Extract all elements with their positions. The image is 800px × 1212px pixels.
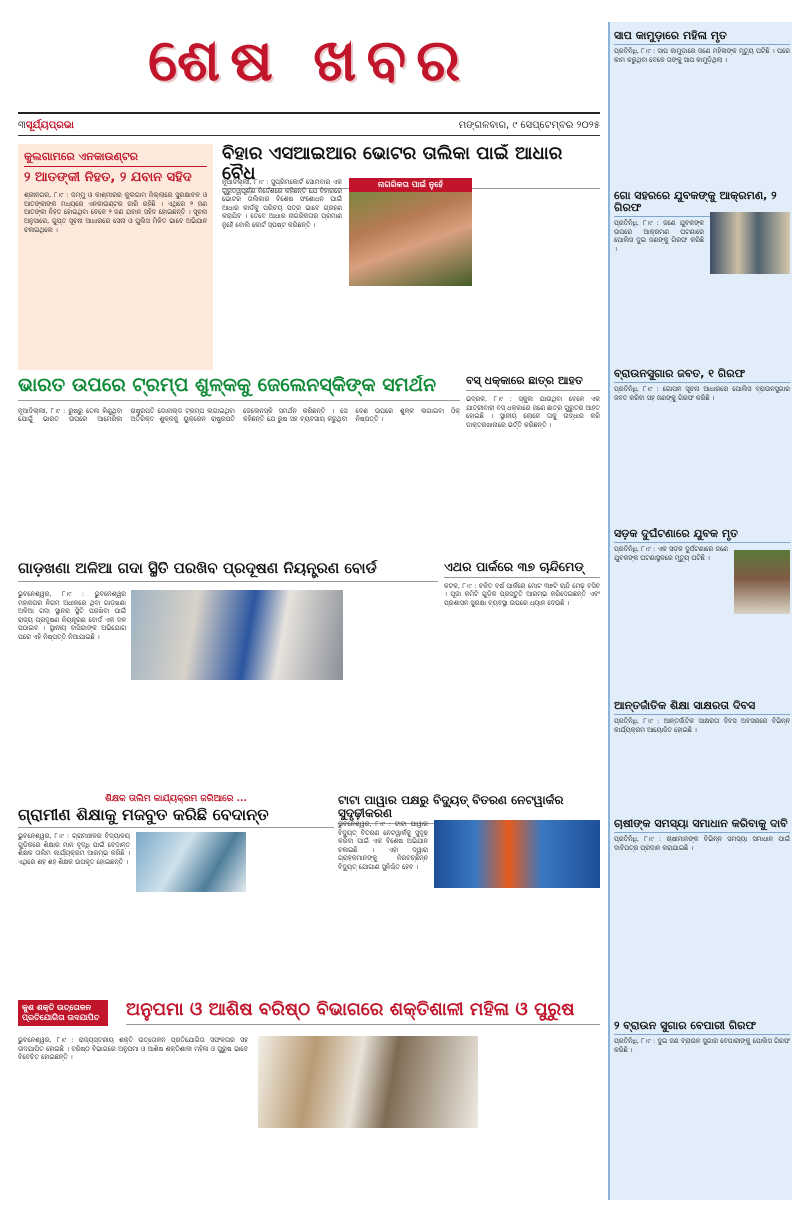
story-photo bbox=[434, 820, 600, 888]
sidebar-headline: ସଡ଼କ ଦୁର୍ଘଟଣାରେ ଯୁବକ ମୃତ bbox=[614, 528, 790, 543]
story-body: ଶ୍ରୀନଗର, ୮।୯ : ଜମ୍ମୁ ଓ କାଶ୍ମୀରର କୁଲଗାମ ଜିଲ୍ଲାରେ ସୁରକ୍ଷାବଳ ଓ ଆତଙ୍କୀଙ୍କ ମଧ୍ୟରେ ଏନକାଉଣ୍ଟର ଜାରି ରହିଛି । ଏଥିରେ ୨ ଜଣ ଆତଙ୍କୀ ନିହତ ହୋଇଥିବା ବେଳେ ୨ ଜଣ ଯବାନ ସହିଦ ହୋଇଛନ୍ତି । ସୂଚନା ଅନୁସାରେ, ଗୁପ୍ତ ସୂଚନା ଆଧାରରେ ସେନା ଓ ପୁଲିସ ମିଳିତ ଭାବେ ଅଭିଯାନ ଚଳାଇଥିଲେ । bbox=[24, 191, 207, 234]
masthead-info-bar bbox=[18, 116, 600, 136]
sidebar-headline: ଚାଷୀଙ୍କ ସମସ୍ୟା ସମାଧାନ କରିବାକୁ ଦାବି bbox=[614, 818, 790, 833]
sidebar-story bbox=[614, 30, 790, 184]
story-headline: ଗ୍ରାମୀଣ ଶିକ୍ଷାକୁ ମଜବୁତ କରିଛି ବେଦାନ୍ତ bbox=[18, 806, 334, 828]
story-photo bbox=[136, 832, 246, 892]
story-headline: ଅନୁପମା ଓ ଆଶିଷ ବରିଷ୍ଠ ବିଭାଗରେ ଶକ୍ତିଶାଳୀ ମହିଳା ଓ ପୁରୁଷ bbox=[126, 1000, 600, 1025]
story-photo bbox=[349, 178, 472, 286]
story-body: ଭୁବନେଶ୍ୱର, ୮।୯ : ଗ୍ରାମାଞ୍ଚଳର ବିଦ୍ୟାଳୟ ଗୁଡ଼ିକରେ ଶିକ୍ଷାର ମାନ ବୃଦ୍ଧି ପାଇଁ ବେଦାନ୍ତ ଶିକ୍ଷକ ତାଲିମ କାର୍ଯ୍ୟକ୍ରମ ଆରମ୍ଭ କରିଛି । ଏଥିରେ ଶହ ଶହ ଶିକ୍ଷକ ଉପକୃତ ହୋଇଛନ୍ତି । bbox=[18, 832, 130, 866]
sidebar-headline: ଆନ୍ତର୍ଜାତିକ ଶିକ୍ଷା ସାକ୍ଷରତା ଦିବସ bbox=[614, 700, 790, 715]
story-body: ଭୁବନେଶ୍ୱର, ୮।୯ : ଟାଟା ପାୱାର ବିଦ୍ୟୁତ୍ ବିତରଣ ନେଟୱାର୍କକୁ ସୁଦୃଢ଼ କରିବା ପାଇଁ ଏକ ବିଶେଷ ଅଭିଯାନ ଚଳାଇଛି । ଏହା ଦ୍ୱାରା ଗ୍ରାହକମାନଙ୍କୁ ନିରବଚ୍ଛିନ୍ନ ବିଦ୍ୟୁତ୍ ଯୋଗାଣ ସୁନିଶ୍ଚିତ ହେବ । bbox=[338, 820, 428, 871]
story-body: କଟକ, ୮।୯ : ଚଳିତ ବର୍ଷ ପାର୍କରେ ମୋଟ ୩୭ଟି ଚାନ୍ଦି ମେଢ଼ ବସିବ । ପୂଜା କମିଟି ଗୁଡ଼ିକ ପ୍ରସ୍ତୁତି ଆରମ୍ଭ କରିଦେଇଛନ୍ତି ଏବଂ ପ୍ରଶାସନ ସୁରକ୍ଷା ବ୍ୟବସ୍ଥା ଉପରେ ଧ୍ୟାନ ଦେଉଛି । bbox=[444, 581, 600, 607]
story-kicker: କୁଲଗାମରେ ଏନକାଉଣ୍ଟର bbox=[24, 150, 207, 167]
story-body: ନୂଆଦିଲ୍ଲୀ, ୮।୯ : ରୁଷରୁ ତେଲ କିଣୁଥିବା ଯୋଗୁଁ ଭାରତ ଉପରେ ଆମେରିକା ରାଷ୍ଟ୍ରପତି ଡୋନାଲ୍ଡ ଟ୍ରମ୍ପ ଲଗାଇଥିବା ଅତିରିକ୍ତ ଶୁଳ୍କକୁ ୟୁକ୍ରେନ ରାଷ୍ଟ୍ରପତି ଜେଲେନସ୍କି ସମର୍ଥନ କରିଛନ୍ତି । ସେ କହିଛନ୍ତି ଯେ ରୁଷ ସହ ବ୍ୟବସାୟ କରୁଥିବା ଦେଶ ଉପରେ ଶୁଳ୍କ ଲଗାଇବା ଠିକ୍ ନିଷ୍ପତ୍ତି । bbox=[18, 406, 460, 424]
sidebar-headline: ବ୍ରାଉନସୁଗାର ଜବତ, ୧ ଗିରଫ bbox=[614, 368, 790, 383]
masthead bbox=[18, 22, 600, 114]
sidebar-headline: ସାପ କାମୁଡ଼ାରେ ମହିଳା ମୃତ bbox=[614, 30, 790, 45]
page-number: ୩ bbox=[18, 120, 26, 131]
sidebar-story bbox=[614, 368, 790, 522]
story-kulgam-encounter bbox=[18, 144, 213, 370]
story-body: ନୂଆଦିଲ୍ଲୀ, ୮।୯ : ସୁପ୍ରିମକୋର୍ଟ ସୋମବାର ଏକ ଗୁରୁତ୍ୱପୂର୍ଣ୍ଣ ନିର୍ଦ୍ଦେଶରେ କହିଛନ୍ତି ଯେ ବିହାରରେ ଭୋଟର ତାଲିକାର ବିଶେଷ ସଂଶୋଧନ ପାଇଁ ଆଧାର କାର୍ଡକୁ ପରିଚୟ ପତ୍ର ଭାବେ ଗ୍ରହଣ କରାଯିବ । ତେବେ ଆଧାର ନାଗରିକତାର ପ୍ରମାଣ ନୁହେଁ ବୋଲି କୋର୍ଟ ସ୍ପଷ୍ଟ କରିଛନ୍ତି । bbox=[222, 178, 342, 229]
sidebar-body: ପ୍ରତିନିଧି, ୮।୯ : ଚାଷୀମାନଙ୍କ ବିଭିନ୍ନ ସମସ୍ୟା ସମାଧାନ ପାଇଁ ଦାବିପତ୍ର ପ୍ରଦାନ କରାଯାଇଛି । bbox=[614, 835, 790, 852]
sidebar-body: ପ୍ରତିନିଧି, ୮।୯ : ଆନ୍ତର୍ଜାତିକ ସାକ୍ଷରତା ଦିବସ ଅବସରରେ ବିଭିନ୍ନ କାର୍ଯ୍ୟକ୍ରମ ଆୟୋଜିତ ହୋଇଛି । bbox=[614, 717, 790, 734]
story-vedanta-education bbox=[18, 794, 334, 994]
story-headline: ଗାଡ଼ଖଣା ଅଳିଆ ଗଦା ସ୍ଥିତି ପରଖିବ ପ୍ରଦୂଷଣ ନିୟନ୍ତ୍ରଣ ବୋର୍ଡ bbox=[18, 560, 438, 582]
story-body: ଭୁବନେଶ୍ୱର, ୮।୯ : ରାଜ୍ୟସ୍ତରୀୟ ଶକ୍ତି ଉତ୍ତୋଳନ ପ୍ରତିଯୋଗିତା ସଫଳତାର ସହ ଉଦଯାପିତ ହୋଇଛି । ବରିଷ୍ଠ ବିଭାଗରେ ଅନୁପମା ଓ ଆଶିଷ ଶକ୍ତିଶାଳୀ ମହିଳା ଓ ପୁରୁଷ ଭାବେ ବିବେଚିତ ହୋଇଛନ୍ତି । bbox=[18, 1036, 248, 1062]
story-kicker: କୁଶ ଶକ୍ତି ଉତ୍ତୋଳନ ପ୍ରତିଯୋଗିତା ଉଦଯାପିତ bbox=[18, 1000, 108, 1026]
sidebar-story bbox=[614, 528, 790, 694]
story-headline: ୨ ଆତଙ୍କୀ ନିହତ, ୨ ଯବାନ ସହିଦ bbox=[24, 170, 192, 185]
story-headline: ବିହାର ଏସଆଇଆର ଭୋଟର ତାଲିକା ପାଇଁ ଆଧାର ବୈଧ bbox=[222, 144, 600, 189]
sidebar-photo bbox=[710, 212, 790, 274]
story-pollution-board bbox=[18, 560, 438, 780]
story-headline: ଏଥର ପାର୍କରେ ୩୭ ଚାନ୍ଦିମେଡ୍ bbox=[444, 560, 600, 578]
story-chandi-medh bbox=[444, 560, 600, 780]
sidebar-photo bbox=[734, 550, 790, 614]
story-photo bbox=[131, 590, 343, 680]
story-trump-tariff bbox=[18, 375, 460, 553]
story-tata-power bbox=[338, 794, 600, 994]
sidebar-headline: ଗୋ ସହରରେ ଯୁବକଙ୍କୁ ଆକ୍ରମଣ, ୨ ଗିରଫ bbox=[614, 190, 790, 217]
story-headline: ଟାଟା ପାୱାର ପକ୍ଷରୁ ବିଦ୍ୟୁତ୍ ବିତରଣ ନେଟୱାର୍କର ସୁଦୃଢ଼ୀକରଣ bbox=[338, 794, 600, 824]
sidebar-body: ପ୍ରତିନିଧି, ୮।୯ : ଏକ ସଡ଼କ ଦୁର୍ଘଟଣାରେ ଜଣେ ଯୁବକଙ୍କ ଘଟଣାସ୍ଥଳରେ ମୃତ୍ୟୁ ଘଟିଛି । bbox=[614, 545, 728, 562]
story-body: ଭଦ୍ରକ, ୮।୯ : ସ୍କୁଲ ଯାଉଥିବା ବେଳେ ଏକ ଯାତ୍ରୀବାହୀ ବସ୍ ଧକ୍କାରେ ଜଣେ ଛାତ୍ର ଗୁରୁତର ଆହତ ହୋଇଛି । ସ୍ଥାନୀୟ ଲୋକେ ତାକୁ ଉଦ୍ଧାର କରି ଡାକ୍ତରଖାନାରେ ଭର୍ତ୍ତି କରିଛନ୍ତି । bbox=[466, 395, 600, 429]
story-bihar-voter-list bbox=[222, 144, 600, 352]
edition-date: ମଙ୍ଗଳବାର, ୯ ସେପ୍ଟେମ୍ବର ୨୦୨୫ bbox=[458, 120, 600, 131]
paper-name: ସୂର୍ଯ୍ୟପ୍ରଭା bbox=[25, 120, 74, 131]
sidebar-body: ପ୍ରତିନିଧି, ୮।୯ : ଜଣେ ଯୁବକଙ୍କ ଉପରେ ଆକ୍ରମଣ ଘଟଣାରେ ପୋଲିସ ଦୁଇ ଜଣଙ୍କୁ ଗିରଫ କରିଛି । bbox=[614, 219, 704, 253]
sidebar-body: ପ୍ରତିନିଧି, ୮।୯ : ଦୁଇ ଜଣ ବ୍ରାଉନ ସୁଗାର ବେପାରୀଙ୍କୁ ପୋଲିସ ଗିରଫ କରିଛି । bbox=[614, 1037, 790, 1054]
page-title: ଶେଷ ଖବର bbox=[147, 26, 471, 94]
sidebar-headline: ୨ ବ୍ରାଉନ ସୁଗାର ବେପାରୀ ଗିରଫ bbox=[614, 1020, 790, 1035]
story-powerlifting bbox=[18, 1000, 600, 1200]
sidebar-news bbox=[608, 22, 792, 1200]
sidebar-story bbox=[614, 190, 790, 362]
story-photo bbox=[258, 1036, 478, 1128]
sidebar-body: ପ୍ରତିନିଧି, ୮।୯ : ଗୋପନ ସୂଚନା ଆଧାରରେ ପୋଲିସ ବ୍ରାଉନସୁଗାର ଜବତ କରିବା ସହ ଜଣଙ୍କୁ ଗିରଫ କରିଛି । bbox=[614, 385, 790, 402]
story-bus-accident bbox=[466, 375, 600, 553]
sidebar-story bbox=[614, 700, 790, 812]
story-headline: ବସ୍ ଧକ୍କାରେ ଛାତ୍ର ଆହତ bbox=[466, 375, 600, 391]
sidebar-story bbox=[614, 1020, 790, 1198]
story-headline: ଭାରତ ଉପରେ ଟ୍ରମ୍ପ ଶୁଳ୍କକୁ ଜେଲେନସ୍କିଙ୍କ ସମର୍ଥନ bbox=[18, 375, 460, 401]
sidebar-body: ପ୍ରତିନିଧି, ୮।୯ : ସାପ କାମୁଡ଼ାରେ ଜଣେ ମହିଳାଙ୍କ ମୃତ୍ୟୁ ଘଟିଛି । ଘରେ କାମ କରୁଥିବା ବେଳେ ତାଙ୍କୁ ସାପ କାମୁଡ଼ିଥିଲା । bbox=[614, 47, 790, 64]
sidebar-story bbox=[614, 818, 790, 1014]
story-kicker: ଶିକ୍ଷକ ତାଲିମ କାର୍ଯ୍ୟକ୍ରମ ଜରିଆରେ ... bbox=[105, 794, 247, 804]
story-body: ଭୁବନେଶ୍ୱର, ୮।୯ : ଭୁବନେଶ୍ୱର ମହାନଗର ନିଗମ ଅଧୀନରେ ଥିବା ଗାଡ଼ଖଣା ଅଳିଆ ଗଦା ସ୍ଥାନର ସ୍ଥିତି ପରଖିବା ପାଇଁ ରାଜ୍ୟ ପ୍ରଦୂଷଣ ନିୟନ୍ତ୍ରଣ ବୋର୍ଡ ଏକ ଦଳ ପଠାଇବ । ସ୍ଥାନୀୟ ବାସିନ୍ଦାଙ୍କ ଅଭିଯୋଗ ପରେ ଏହି ନିଷ୍ପତ୍ତି ନିଆଯାଇଛି । bbox=[18, 590, 126, 641]
photo-caption: ନାଗରିକତା ପାଇଁ ନୁହେଁ bbox=[349, 178, 472, 192]
